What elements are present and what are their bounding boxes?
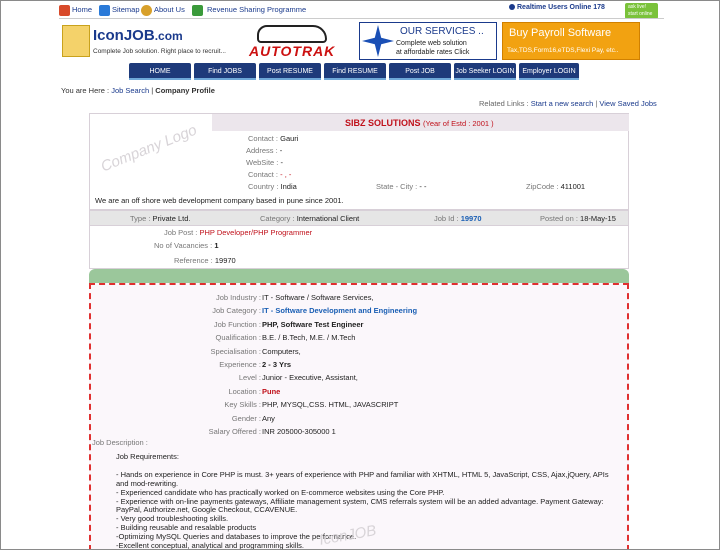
address-row: Address : - xyxy=(246,146,283,155)
car-icon xyxy=(257,25,327,43)
job-description-line: and mod-rewriting. xyxy=(116,478,179,488)
job-post-title: PHP Developer/PHP Programmer xyxy=(199,228,313,237)
section-divider xyxy=(89,269,629,283)
job-description-line: - Hands on experience in Core PHP is must. 3+ years of experience with PHP and familiar with XHTML, HTML 5, JavaScript, CSS, Ajax,jQuery, APIs xyxy=(116,469,609,479)
detail-value: Any xyxy=(262,413,275,423)
job-summary-strip: Type : Private Ltd. Category : International Client Job Id : 19970 Posted on : 18-May-15 xyxy=(89,210,629,226)
contact2-row: Contact : - , - xyxy=(248,170,292,179)
breadcrumb-job-search[interactable]: Job Search xyxy=(111,86,150,95)
header xyxy=(59,18,664,62)
nav-home[interactable]: HOME xyxy=(129,63,191,80)
new-search-link[interactable]: Start a new search xyxy=(530,99,594,108)
zip-row: ZipCode : 411001 xyxy=(526,182,586,191)
company-profile xyxy=(89,113,629,210)
detail-value: 2 - 3 Yrs xyxy=(262,360,292,369)
home-icon xyxy=(59,5,70,16)
detail-label: Job Industry : xyxy=(215,293,261,302)
detail-value: Computers, xyxy=(262,346,301,356)
detail-value: IT - Software Development and Engineering xyxy=(262,306,418,316)
nav-post-resume[interactable]: Post RESUME xyxy=(259,63,321,80)
main-nav xyxy=(129,63,579,81)
nav-find-jobs[interactable]: Find JOBS xyxy=(194,63,256,80)
about-icon xyxy=(141,5,152,16)
saved-jobs-link[interactable]: View Saved Jobs xyxy=(599,99,657,108)
ask-live-button[interactable]: ask live! start online xyxy=(625,3,658,19)
nav-jobseeker-login[interactable]: Job Seeker LOGIN xyxy=(454,63,516,80)
star-icon xyxy=(362,25,394,57)
detail-value: PHP, MYSQL,CSS. HTML, JAVASCRIPT xyxy=(262,400,399,410)
realtime-users: Realtime Users Online 178 xyxy=(509,4,605,11)
detail-value: IT - Software / Software Services, xyxy=(262,293,374,302)
logo-tagline: Complete Job solution. Right place to recruit... xyxy=(93,48,226,55)
detail-label: Specialisation : xyxy=(210,346,261,356)
sitemap-link[interactable]: Sitemap xyxy=(112,5,140,14)
detail-label: Key Skills : xyxy=(224,400,261,410)
website-row: WebSite : - xyxy=(246,158,283,167)
detail-value: Pune xyxy=(262,386,281,396)
job-description-line: -Excellent conceptual, analytical and programming skills. xyxy=(116,541,305,550)
nav-find-resume[interactable]: Find RESUME xyxy=(324,63,386,80)
company-name: SIBZ SOLUTIONS (Year of Estd : 2001 ) xyxy=(345,118,494,128)
detail-label: Job Category : xyxy=(212,306,261,316)
detail-label: Salary Offered : xyxy=(208,427,261,436)
about-link[interactable]: About Us xyxy=(154,5,185,14)
home-link[interactable]: Home xyxy=(72,5,93,14)
job-description-line: -Optimizing MySQL Queries and databases to improve the performance. xyxy=(116,532,357,542)
nav-post-job[interactable]: Post JOB xyxy=(389,63,451,80)
state-row: State - City : - - xyxy=(376,182,427,191)
job-description-line: PayPal, Authorize.net, Google Checkout, CCAVENUE. xyxy=(116,505,298,515)
revenue-icon xyxy=(192,5,203,16)
breadcrumb: You are Here : Job Search | Company Profile xyxy=(61,86,215,95)
detail-value: B.E. / B.Tech, M.E. / M.Tech xyxy=(262,333,356,343)
job-description-line: - Very good troubleshooting skills. xyxy=(116,514,229,524)
nav-employer-login[interactable]: Employer LOGIN xyxy=(519,63,579,80)
job-description-line: - Experience with on-line payments gateways, Affiliate management system, CMS referrals system will be an added advantage. Payment Gateway: xyxy=(116,496,604,506)
country-row: Country : India xyxy=(248,182,297,191)
site-logo[interactable]: IconJOB.com Complete Job solution. Right place to recruit... xyxy=(59,21,229,61)
detail-value: PHP, Software Test Engineer xyxy=(262,319,364,329)
job-description-line: Job Requirements: xyxy=(116,452,179,461)
revenue-link[interactable]: Revenue Sharing Programme xyxy=(207,5,307,14)
detail-label: Location : xyxy=(228,386,261,396)
breadcrumb-current: Company Profile xyxy=(155,86,215,95)
detail-label: Gender : xyxy=(231,413,261,423)
job-description-line: - Building reusable and resalable products xyxy=(116,523,257,533)
sitemap-icon xyxy=(99,5,110,16)
company-logo-placeholder: Company Logo xyxy=(98,121,200,176)
job-description-label: Job Description : xyxy=(92,438,148,447)
job-description-line: - Experienced candidate who has practically worked on E-commerce websites using the Core PHP. xyxy=(116,487,445,497)
related-links: Related Links : Start a new search | View Saved Jobs xyxy=(479,99,657,108)
logo-icon xyxy=(62,25,90,57)
company-description: We are an off shore web development company based in pune since 2001. xyxy=(95,196,344,205)
payroll-banner[interactable]: Buy Payroll Software Tax,TDS,Form16,eTDS,Flexi Pay, etc.. xyxy=(502,22,640,60)
online-dot-icon xyxy=(509,4,515,10)
iconjob-watermark: IconJOB xyxy=(317,522,378,549)
detail-value: Junior - Executive, Assistant, xyxy=(262,373,358,383)
detail-value: INR 205000-305000 1 xyxy=(262,427,336,436)
detail-label: Job Function : xyxy=(213,319,261,329)
services-banner[interactable]: OUR SERVICES .. Complete web solution at affordable rates Click xyxy=(359,22,497,60)
detail-label: Level : xyxy=(238,373,261,383)
job-id-link[interactable]: 19970 xyxy=(460,214,482,223)
autotrak-banner[interactable]: AUTOTRAK xyxy=(235,23,351,59)
detail-label: Qualification : xyxy=(215,333,261,343)
job-post-panel: Job Post : PHP Developer/PHP Programmer No of Vacancies : 1 Reference : 19970 xyxy=(89,226,629,269)
detail-label: Experience : xyxy=(219,360,261,369)
contact-row: Contact : Gauri xyxy=(248,134,299,143)
